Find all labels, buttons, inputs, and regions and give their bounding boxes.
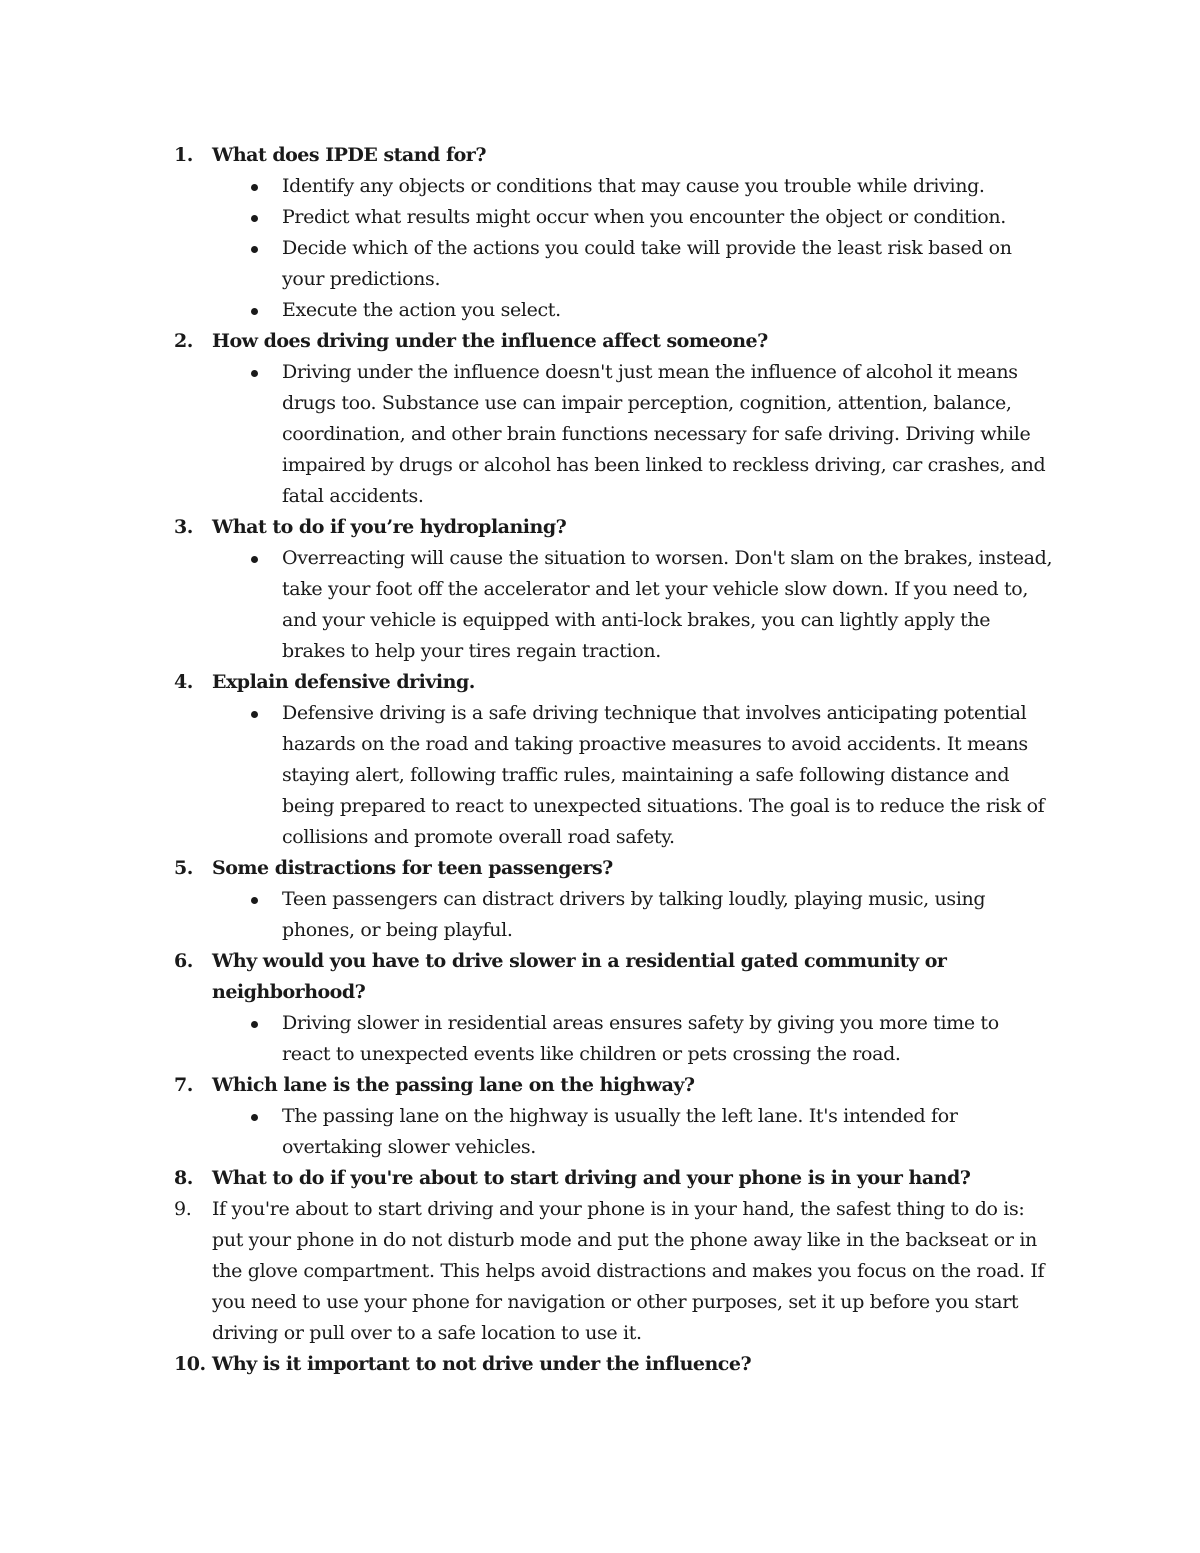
bullet-text: collisions and promote overall road safety.	[282, 826, 675, 848]
bullet-text: brakes to help your tires regain traction.	[282, 640, 661, 662]
question-number: 10.	[174, 1353, 206, 1375]
question-number: 4.	[174, 671, 193, 693]
answer-item-9	[0, 1194, 1200, 1225]
bullet-item	[0, 171, 1200, 202]
question-text: What does IPDE stand for?	[212, 144, 486, 166]
question-text: Explain defensive driving.	[212, 671, 475, 693]
question-8	[0, 1163, 1200, 1194]
bullet-text: Predict what results might occur when you encounter the object or condition.	[282, 206, 1006, 228]
bullet-text: and your vehicle is equipped with anti-lock brakes, you can lightly apply the	[282, 609, 991, 631]
bullet-text: coordination, and other brain functions necessary for safe driving. Driving while	[282, 423, 1031, 445]
question-text: Why is it important to not drive under the influence?	[212, 1353, 752, 1375]
bullet-item	[0, 543, 1200, 574]
answer-continuation	[0, 1287, 1200, 1318]
bullet-continuation	[0, 729, 1200, 760]
answer-text: If you're about to start driving and your phone is in your hand, the safest thing to do is:	[212, 1198, 1025, 1220]
bullet-continuation	[0, 605, 1200, 636]
bullet-icon	[251, 556, 258, 563]
bullet-text: Decide which of the actions you could take will provide the least risk based on	[282, 237, 1012, 259]
answer-continuation	[0, 1225, 1200, 1256]
bullet-text: Identify any objects or conditions that may cause you trouble while driving.	[282, 175, 985, 197]
answer-text: driving or pull over to a safe location to use it.	[212, 1322, 642, 1344]
bullet-text: fatal accidents.	[282, 485, 424, 507]
bullet-continuation	[0, 388, 1200, 419]
answer-continuation	[0, 1256, 1200, 1287]
question-number: 1.	[174, 144, 193, 166]
bullet-text: react to unexpected events like children or pets crossing the road.	[282, 1043, 901, 1065]
bullet-item	[0, 202, 1200, 233]
bullet-text: Execute the action you select.	[282, 299, 561, 321]
bullet-icon	[251, 897, 258, 904]
bullet-item	[0, 698, 1200, 729]
question-number: 3.	[174, 516, 193, 538]
question-number: 2.	[174, 330, 193, 352]
bullet-continuation	[0, 419, 1200, 450]
bullet-text: Driving slower in residential areas ensures safety by giving you more time to	[282, 1012, 999, 1034]
question-continuation	[0, 977, 1200, 1008]
bullet-text: staying alert, following traffic rules, maintaining a safe following distance and	[282, 764, 1010, 786]
question-2	[0, 326, 1200, 357]
question-4	[0, 667, 1200, 698]
bullet-item	[0, 233, 1200, 264]
bullet-text: impaired by drugs or alcohol has been linked to reckless driving, car crashes, and	[282, 454, 1046, 476]
bullet-text: being prepared to react to unexpected situations. The goal is to reduce the risk of	[282, 795, 1045, 817]
question-text: What to do if you’re hydroplaning?	[212, 516, 567, 538]
bullet-text: Defensive driving is a safe driving technique that involves anticipating potential	[282, 702, 1027, 724]
bullet-continuation	[0, 574, 1200, 605]
bullet-text: Driving under the influence doesn't just mean the influence of alcohol it means	[282, 361, 1018, 383]
bullet-continuation	[0, 822, 1200, 853]
bullet-icon	[251, 370, 258, 377]
question-number: 6.	[174, 950, 193, 972]
bullet-text: take your foot off the accelerator and let your vehicle slow down. If you need to,	[282, 578, 1029, 600]
bullet-icon	[251, 308, 258, 315]
bullet-icon	[251, 184, 258, 191]
bullet-icon	[251, 1021, 258, 1028]
question-text: Some distractions for teen passengers?	[212, 857, 613, 879]
bullet-item	[0, 357, 1200, 388]
answer-text: you need to use your phone for navigation or other purposes, set it up before you start	[212, 1291, 1019, 1313]
question-10	[0, 1349, 1200, 1380]
bullet-item	[0, 1008, 1200, 1039]
bullet-text: The passing lane on the highway is usually the left lane. It's intended for	[282, 1105, 958, 1127]
question-text: What to do if you're about to start driving and your phone is in your hand?	[212, 1167, 971, 1189]
bullet-continuation	[0, 1039, 1200, 1070]
bullet-text: Overreacting will cause the situation to worsen. Don't slam on the brakes, instead,	[282, 547, 1053, 569]
bullet-icon	[251, 1114, 258, 1121]
bullet-continuation	[0, 915, 1200, 946]
bullet-icon	[251, 215, 258, 222]
answer-text: put your phone in do not disturb mode and put the phone away like in the backseat or in	[212, 1229, 1037, 1251]
question-text: Why would you have to drive slower in a residential gated community or	[212, 950, 947, 972]
bullet-text: hazards on the road and taking proactive measures to avoid accidents. It means	[282, 733, 1028, 755]
bullet-icon	[251, 711, 258, 718]
bullet-item	[0, 1101, 1200, 1132]
bullet-text: drugs too. Substance use can impair perception, cognition, attention, balance,	[282, 392, 1012, 414]
bullet-text: phones, or being playful.	[282, 919, 513, 941]
bullet-text: overtaking slower vehicles.	[282, 1136, 536, 1158]
question-number: 7.	[174, 1074, 193, 1096]
document-page	[0, 140, 1200, 1380]
bullet-continuation	[0, 450, 1200, 481]
question-1	[0, 140, 1200, 171]
question-3	[0, 512, 1200, 543]
bullet-continuation	[0, 791, 1200, 822]
question-5	[0, 853, 1200, 884]
question-text: neighborhood?	[212, 981, 366, 1003]
bullet-text: Teen passengers can distract drivers by talking loudly, playing music, using	[282, 888, 986, 910]
bullet-icon	[251, 246, 258, 253]
bullet-continuation	[0, 264, 1200, 295]
question-number: 5.	[174, 857, 193, 879]
bullet-continuation	[0, 1132, 1200, 1163]
answer-text: the glove compartment. This helps avoid distractions and makes you focus on the road. If	[212, 1260, 1045, 1282]
bullet-continuation	[0, 481, 1200, 512]
bullet-continuation	[0, 760, 1200, 791]
question-7	[0, 1070, 1200, 1101]
question-number: 8.	[174, 1167, 193, 1189]
question-text: Which lane is the passing lane on the highway?	[212, 1074, 695, 1096]
bullet-text: your predictions.	[282, 268, 441, 290]
question-text: How does driving under the influence affect someone?	[212, 330, 768, 352]
answer-continuation	[0, 1318, 1200, 1349]
bullet-item	[0, 295, 1200, 326]
bullet-item	[0, 884, 1200, 915]
bullet-continuation	[0, 636, 1200, 667]
question-6	[0, 946, 1200, 977]
item-number: 9.	[174, 1198, 192, 1220]
